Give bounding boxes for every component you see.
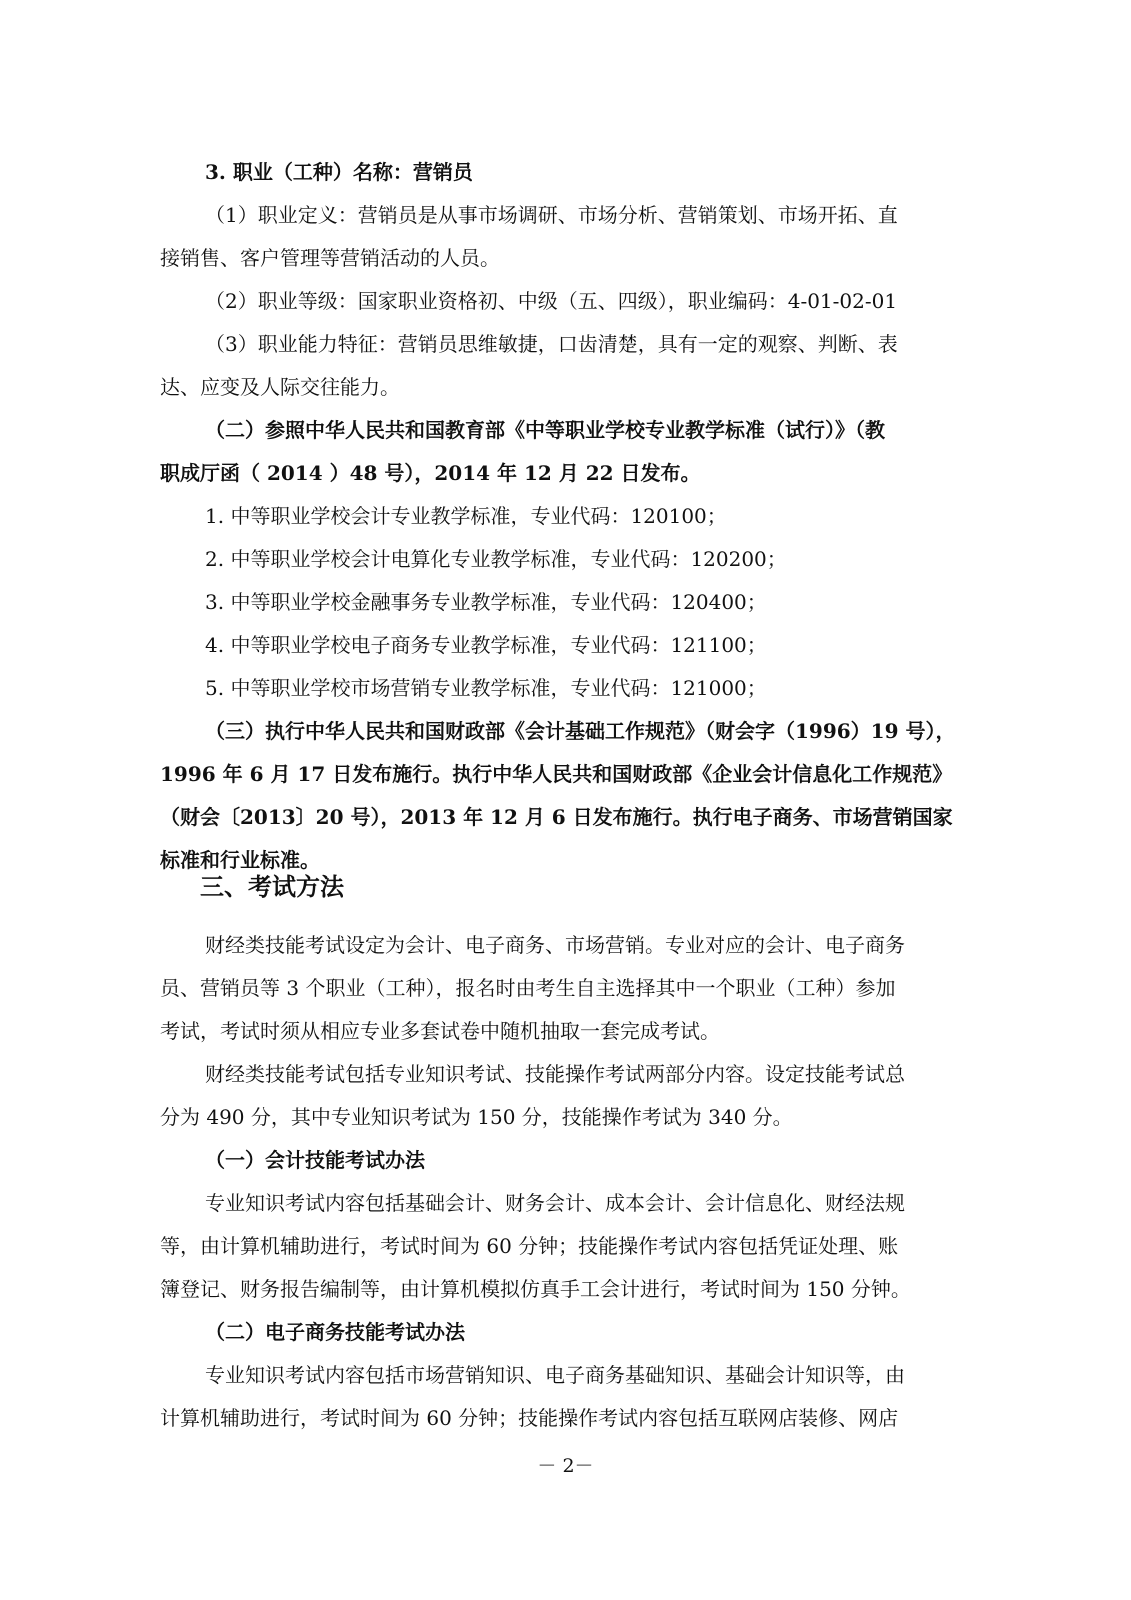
list-item: 4. 中等职业学校电子商务专业教学标准，专业代码：121100； [205, 633, 767, 657]
text-line: 簿登记、财务报告编制等，由计算机模拟仿真手工会计进行，考试时间为 150 分钟。 [160, 1277, 911, 1301]
subheading-reference: （二）参照中华人民共和国教育部《中等职业学校专业教学标准（试行）》（教 [205, 418, 885, 442]
list-item: 5. 中等职业学校市场营销专业教学标准，专业代码：121000； [205, 676, 767, 700]
section-heading-exam-method: 三、考试方法 [200, 872, 344, 901]
text-line: （3）职业能力特征：营销员思维敏捷，口齿清楚，具有一定的观察、判断、表 [205, 332, 898, 356]
subheading-reference-cont: 职成厅函（ 2014 ）48 号），2014 年 12 月 22 日发布。 [160, 461, 701, 485]
text-line: 分为 490 分，其中专业知识考试为 150 分，技能操作考试为 340 分。 [160, 1105, 793, 1129]
text-line: 计算机辅助进行，考试时间为 60 分钟；技能操作考试内容包括互联网店装修、网店 [160, 1406, 899, 1430]
text-line: （1）职业定义：营销员是从事市场调研、市场分析、营销策划、市场开拓、直 [205, 203, 898, 227]
text-line: 专业知识考试内容包括基础会计、财务会计、成本会计、会计信息化、财经法规 [205, 1191, 905, 1215]
text-line: 接销售、客户管理等营销活动的人员。 [160, 246, 500, 270]
text-line: 达、应变及人际交往能力。 [160, 375, 400, 399]
list-item: 3. 中等职业学校金融事务专业教学标准，专业代码：120400； [205, 590, 767, 614]
heading-occupation-3: 3. 职业（工种）名称：营销员 [205, 160, 473, 184]
text-line: （2）职业等级：国家职业资格初、中级（五、四级），职业编码：4-01-02-01 [205, 289, 898, 313]
text-line: 等，由计算机辅助进行，考试时间为 60 分钟；技能操作考试内容包括凭证处理、账 [160, 1234, 899, 1258]
subheading-ecommerce: （二）电子商务技能考试办法 [205, 1320, 465, 1344]
text-line: 财经类技能考试包括专业知识考试、技能操作考试两部分内容。设定技能考试总 [205, 1062, 905, 1086]
subheading-execute: （三）执行中华人民共和国财政部《会计基础工作规范》（财会字（1996）19 号）， [205, 719, 956, 743]
text-line: 财经类技能考试设定为会计、电子商务、市场营销。专业对应的会计、电子商务 [205, 933, 905, 957]
subheading-execute-cont: 1996 年 6 月 17 日发布施行。执行中华人民共和国财政部《企业会计信息化工作规范》 [160, 762, 953, 786]
text-line: 专业知识考试内容包括市场营销知识、电子商务基础知识、基础会计知识等，由 [205, 1363, 905, 1387]
subheading-accounting: （一）会计技能考试办法 [205, 1148, 425, 1172]
page-number: － 2－ [537, 1455, 594, 1477]
text-line: 考试，考试时须从相应专业多套试卷中随机抽取一套完成考试。 [160, 1019, 720, 1043]
subheading-execute-cont: 标准和行业标准。 [160, 848, 320, 872]
subheading-execute-cont: （财会〔2013〕20 号），2013 年 12 月 6 日发布施行。执行电子商务、市场营销国家 [160, 805, 953, 829]
list-item: 2. 中等职业学校会计电算化专业教学标准，专业代码：120200； [205, 547, 787, 571]
text-line: 员、营销员等 3 个职业（工种），报名时由考生自主选择其中一个职业（工种）参加 [160, 976, 896, 1000]
list-item: 1. 中等职业学校会计专业教学标准，专业代码：120100； [205, 504, 727, 528]
